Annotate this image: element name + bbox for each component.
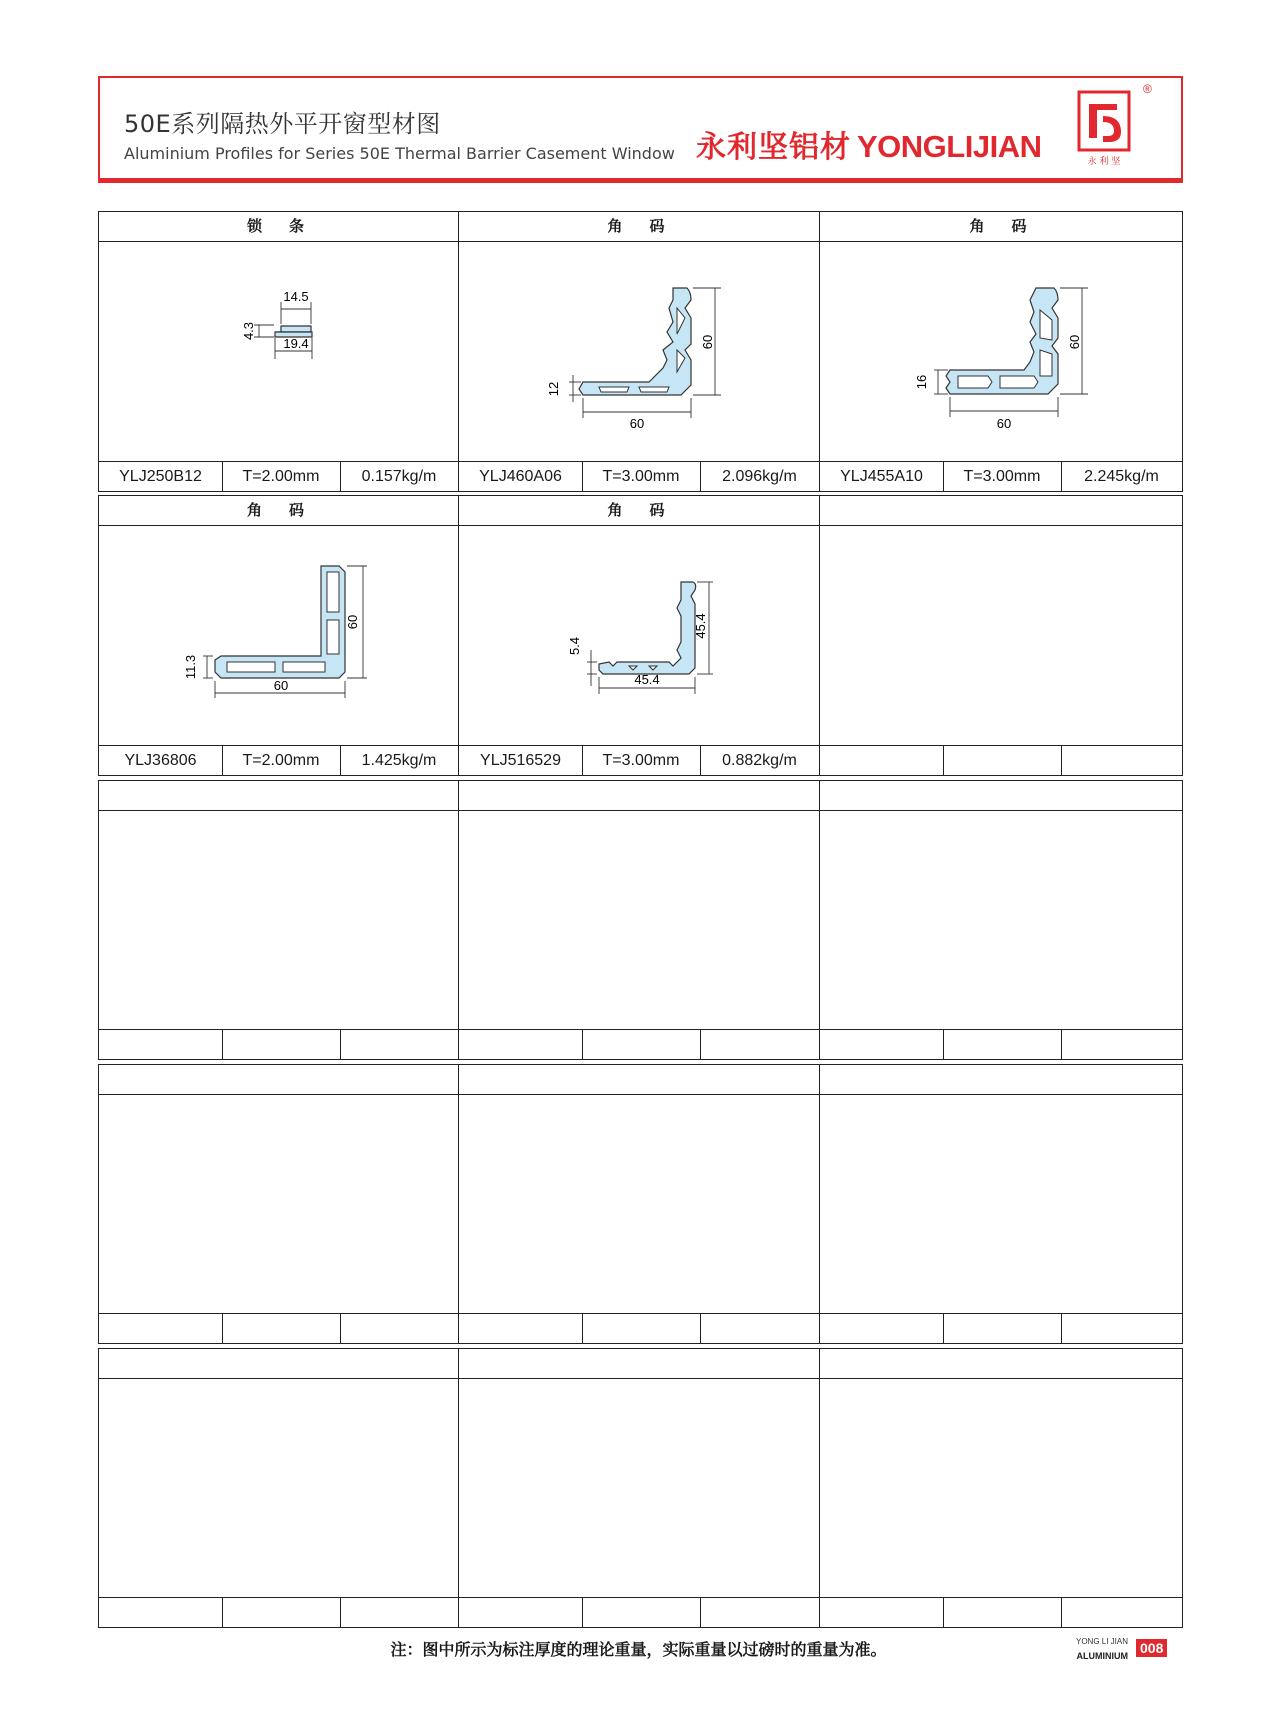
profile-spec-row — [459, 461, 819, 491]
brand-name-en: YONGLIJIAN — [857, 129, 1042, 164]
dim-label: 19.4 — [283, 336, 309, 351]
profile-code: YLJ455A10 — [820, 462, 944, 491]
empty-card-head — [820, 781, 1182, 811]
profile-thickness: T=3.00mm — [943, 462, 1062, 491]
profile-weight: 1.425kg/m — [361, 752, 437, 769]
empty-cell — [582, 1598, 701, 1627]
page-footer-brand — [1076, 1637, 1164, 1664]
dim-label: 16 — [914, 374, 929, 390]
profile-thickness: T=3.00mm — [582, 462, 701, 491]
empty-cell — [700, 1598, 819, 1627]
profile-spec-row — [99, 461, 458, 491]
profile-name: 角 码 — [459, 496, 819, 526]
dim-label: 60 — [996, 416, 1012, 431]
empty-card-head — [99, 1349, 458, 1379]
empty-card — [458, 1064, 820, 1344]
profile-name: 锁 条 — [99, 212, 458, 242]
empty-cell — [820, 1314, 944, 1343]
empty-spec-row — [820, 1029, 1182, 1059]
empty-cell — [1061, 1030, 1182, 1059]
empty-cell — [340, 1030, 458, 1059]
dim-label: 60 — [345, 614, 360, 630]
empty-card — [819, 1064, 1183, 1344]
profile-weight: 0.157kg/m — [361, 468, 437, 485]
page-subtitle: Aluminium Profiles for Series 50E Thermal Barrier Casement Window — [124, 144, 675, 163]
dim-label: 12 — [546, 381, 561, 397]
profile-name: 角 码 — [99, 496, 458, 526]
empty-cell — [99, 1598, 223, 1627]
dim-label: 11.3 — [183, 654, 198, 680]
dim-label: 5.4 — [567, 636, 582, 656]
empty-card-head — [99, 1065, 458, 1095]
empty-cell — [459, 1598, 583, 1627]
empty-card — [458, 1348, 820, 1628]
profile-code: YLJ250B12 — [99, 462, 223, 491]
profile-weight: 2.096kg/m — [722, 468, 797, 485]
empty-card-head — [459, 781, 819, 811]
profile-card-ylj516529 — [458, 495, 820, 776]
empty-cell — [222, 1598, 341, 1627]
profile-drawing-corner-cleat-2 — [820, 242, 1182, 461]
dim-label: 45.4 — [634, 672, 660, 687]
page-number: 008 — [1136, 1639, 1167, 1657]
empty-card-head — [820, 1065, 1182, 1095]
profile-drawing-corner-cleat-1 — [459, 242, 819, 461]
empty-card — [98, 780, 459, 1060]
empty-card-head — [820, 1349, 1182, 1379]
empty-card-head — [459, 1349, 819, 1379]
empty-card — [819, 780, 1183, 1060]
empty-spec-row — [820, 1313, 1182, 1343]
empty-card — [98, 1064, 459, 1344]
page-header — [98, 76, 1183, 180]
header-rule — [98, 178, 1183, 183]
profile-drawing-corner-cleat-4 — [459, 526, 819, 745]
profile-code: YLJ516529 — [459, 746, 583, 775]
empty-card — [819, 495, 1183, 776]
empty-card-head — [820, 496, 1182, 526]
profile-shape — [599, 582, 696, 674]
empty-spec-row — [99, 1313, 458, 1343]
empty-cell — [943, 1030, 1062, 1059]
registered-mark: ® — [1143, 82, 1152, 96]
profile-card-ylj460a06 — [458, 211, 820, 492]
weight-note: 注：图中所示为标注厚度的理论重量，实际重量以过磅时的重量为准。 — [390, 1640, 887, 1659]
empty-cell — [459, 1030, 583, 1059]
empty-cell — [943, 1598, 1062, 1627]
empty-cell — [943, 1314, 1062, 1343]
empty-cell — [700, 1030, 819, 1059]
profile-thickness: T=3.00mm — [582, 746, 701, 775]
empty-cell — [222, 1314, 341, 1343]
dim-label: 14.5 — [283, 289, 309, 304]
empty-card — [98, 1348, 459, 1628]
logo-caption: 永 利 坚 — [1087, 157, 1121, 167]
empty-cell — [700, 1314, 819, 1343]
empty-card-head — [459, 1065, 819, 1095]
empty-cell — [99, 1314, 223, 1343]
brand-name-cn: 永利坚铝材 — [696, 130, 851, 165]
page-title: 50E系列隔热外平开窗型材图 — [124, 110, 441, 138]
profile-thickness: T=2.00mm — [222, 746, 341, 775]
empty-cell — [1061, 1598, 1182, 1627]
empty-cell — [340, 1314, 458, 1343]
profile-drawing-lock-strip — [99, 242, 458, 461]
profile-name: 角 码 — [459, 212, 819, 242]
profile-thickness: T=2.00mm — [222, 462, 341, 491]
empty-cell — [820, 1030, 944, 1059]
profile-spec-row — [820, 461, 1182, 491]
dim-label: 4.3 — [241, 321, 256, 341]
empty-cell — [943, 746, 1062, 775]
empty-spec-row — [459, 1313, 819, 1343]
brand-name — [696, 122, 1041, 166]
empty-spec-row — [820, 745, 1182, 775]
empty-cell — [340, 1598, 458, 1627]
dim-label: 45.4 — [693, 613, 708, 639]
empty-spec-row — [459, 1597, 819, 1627]
empty-card — [458, 780, 820, 1060]
empty-cell — [99, 1030, 223, 1059]
profile-code: YLJ460A06 — [459, 462, 583, 491]
empty-cell — [820, 746, 944, 775]
profile-spec-row — [99, 745, 458, 775]
empty-cell — [459, 1314, 583, 1343]
empty-spec-row — [459, 1029, 819, 1059]
footer-brand-line1: YONG LI JIAN — [1076, 1637, 1129, 1646]
profile-code: YLJ36806 — [99, 746, 223, 775]
brand-logo — [1075, 90, 1133, 170]
profile-weight: 0.882kg/m — [722, 752, 797, 769]
dim-label: 60 — [273, 678, 289, 693]
dim-label: 60 — [1067, 334, 1082, 350]
profile-shape — [215, 566, 345, 678]
profile-shape — [579, 288, 691, 395]
profile-weight: 2.245kg/m — [1084, 468, 1159, 485]
empty-cell — [582, 1314, 701, 1343]
profile-card-ylj36806 — [98, 495, 459, 776]
profile-spec-row — [459, 745, 819, 775]
empty-cell — [222, 1030, 341, 1059]
empty-spec-row — [99, 1597, 458, 1627]
profile-name: 角 码 — [820, 212, 1182, 242]
empty-cell — [1061, 1314, 1182, 1343]
empty-spec-row — [99, 1029, 458, 1059]
profile-card-ylj250b12 — [98, 211, 459, 492]
empty-spec-row — [820, 1597, 1182, 1627]
empty-cell — [820, 1598, 944, 1627]
empty-cell — [582, 1030, 701, 1059]
empty-card-head — [99, 781, 458, 811]
empty-cell — [1061, 746, 1182, 775]
dim-label: 60 — [700, 334, 715, 350]
profile-card-ylj455a10 — [819, 211, 1183, 492]
dim-label: 60 — [629, 416, 645, 431]
profile-drawing-corner-cleat-3 — [99, 526, 458, 745]
empty-card — [819, 1348, 1183, 1628]
footer-brand-line2: ALUMINIUM — [1076, 1651, 1129, 1661]
